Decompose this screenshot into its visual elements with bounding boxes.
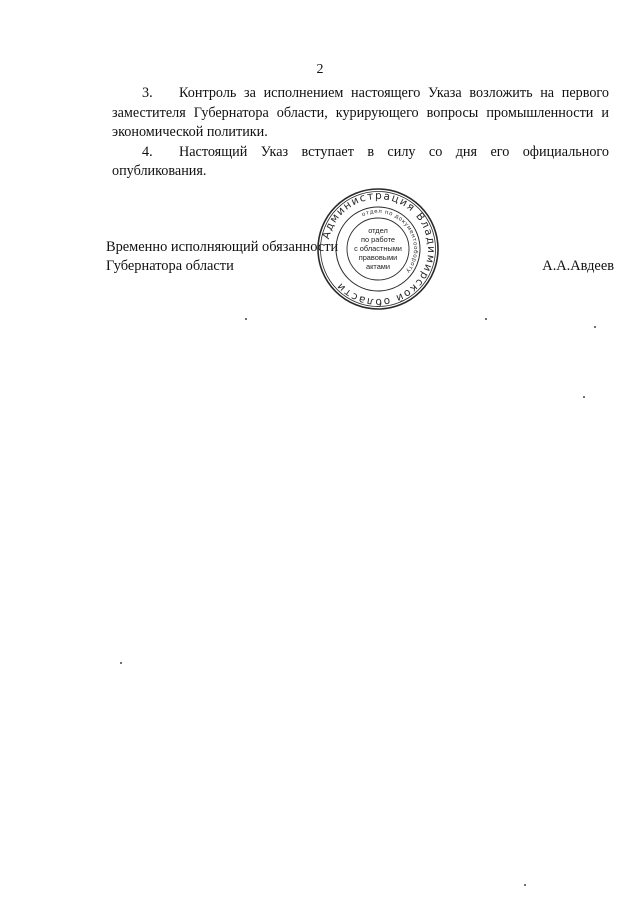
page-number: 2 [316,62,324,77]
paragraph-number: 3. [142,85,153,101]
scan-speck [594,326,596,328]
position-line-2: Губернатора области [106,258,234,274]
paragraph-3 [112,84,609,143]
paragraph-text: Контроль за исполнением настоящего Указа возложить на первого заместителя Губернатора области, курирующего вопросы промышленности и экономической политики. [112,85,609,141]
seal-center-line-4: правовыми [358,253,398,262]
seal-center-line-1: отдел [368,226,388,235]
seal-center-text [354,226,402,271]
seal-inner-text: отдел по документообороту [361,208,419,275]
official-seal-stamp [316,187,440,311]
scan-speck [583,396,585,398]
seal-center-line-2: по работе [361,235,395,244]
scan-speck [524,884,526,886]
paragraph-4 [112,143,609,182]
document-body [112,84,609,182]
paragraph-text: Настоящий Указ вступает в силу со дня его официального опубликования. [112,143,609,180]
scan-speck [485,318,487,320]
scan-speck [120,662,122,664]
paragraph-number: 4. [142,143,153,160]
seal-center-line-5: актами [365,262,391,271]
seal-outer-text: Администрация Владимирской области [320,189,438,309]
seal-center-line-3: с областными [354,244,402,253]
signatory-name: А.А.Авдеев [542,258,614,274]
scan-speck [245,318,247,320]
position-line-1: Временно исполняющий обязанности [106,239,339,255]
